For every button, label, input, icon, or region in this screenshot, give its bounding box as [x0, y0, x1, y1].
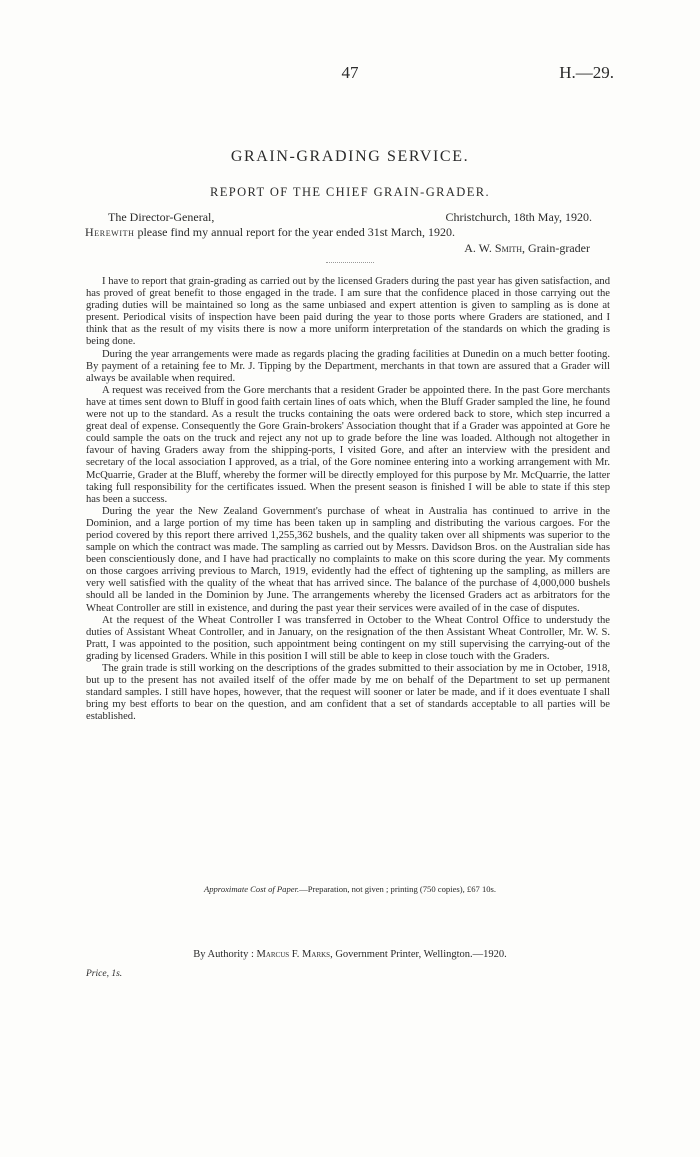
paragraph: At the request of the Wheat Controller I was transferred in October to the Wheat Control Office to understudy the duties of Assistant Wheat Controller, and in January, on the resignation of the then Assistant Wheat Controller, Mr. W. S. Pratt, I was appointed to the position, such appointment being contingent on my still supervising the carrying-out of the grading by licensed Graders. While in this position I will still be able to keep in close touch with the Graders.: [86, 614, 610, 662]
paragraph: The grain trade is still working on the descriptions of the grades submitted to their association by me in October, 1918, but up to the present has not availed itself of the offer made by me on behalf of the Department to set up permanent standard samples. I still have hopes, however, that the request will sooner or later be made, and if it does eventuate I shall bring my best efforts to bear on the question, and am confident that a set of standards acceptable to all parties will be established.: [86, 663, 610, 723]
cost-note: [0, 884, 700, 894]
cost-details: —Preparation, not given ; printing (750 copies), £67 10s.: [299, 884, 497, 894]
letter-body: [85, 225, 592, 240]
price-note: Price, 1s.: [86, 969, 123, 979]
document-reference: H.—29.: [559, 63, 614, 82]
letter-addressee: The Director-General,: [108, 210, 215, 224]
printer-location: , Government Printer, Wellington.—1920.: [330, 949, 507, 960]
signature-name: A. W. Smith: [464, 241, 523, 255]
letter-date: Christchurch, 18th May, 1920.: [445, 210, 592, 224]
page-number: 47: [341, 63, 359, 82]
paragraph: A request was received from the Gore merchants that a resident Grader be appointed there. In the past Gore merchants have at times sent down to Bluff in good faith certain lines of oats which, when the Bluff Grader sampled the line, he found were not up to the standard. As a result the trucks containing the oats were ordered back to store, which step incurred a great deal of expense. Consequently the Gore Grain-brokers' Association thought that if a Grader was appointed at Gore he could sample the oats on the truck and reject any not up to grade before the line was loaded. Although not altogether in favour of having Graders away from the shipping-ports, I visited Gore, and after an interview with the president and secretary of the local association I approved, as a trial, of the Gore nominee entering into a working arrangement with Mr. McQuarrie, Grader at the Bluff, whereby the former will be directly employed for this purpose by Mr. McQuarrie, the latter taking full responsibility for the certificates issued. When the present season is finished I will be able to state if this step has been a success.: [86, 384, 610, 505]
letter-lead-word: Herewith: [85, 225, 135, 239]
report-body: [86, 276, 610, 723]
letter-signature: [464, 241, 590, 256]
printer-name: Marcus F. Marks: [256, 949, 331, 960]
printer-imprint: [0, 949, 700, 960]
paragraph: During the year arrangements were made as regards placing the grading facilities at Dunedin on a much better footing. By payment of a retaining fee to Mr. J. Tipping by the Department, merchants in that town are assured that a Grader will always be available when required.: [86, 348, 610, 384]
section-divider: [326, 262, 374, 263]
paragraph: I have to report that grain-grading as carried out by the licensed Graders during the past year has given satisfaction, and has proved of great benefit to those engaged in the trade. I am sure that the confidence placed in those carrying out the grading duties will be maintained so long as the same unbiased and expert attention is given to sampling as is done at present. Periodical visits of inspection have been paid during the year to those ports where Graders are stationed, and I think that as the result of my visits there is now a more uniform interpretation of the standards on which the grading is being done.: [86, 276, 610, 348]
paragraph: During the year the New Zealand Government's purchase of wheat in Australia has continued to arrive in the Dominion, and a large portion of my time has been taken up in sampling and distributing the various cargoes. For the period covered by this report there arrived 1,255,362 bushels, and the quality taken over all shipments was superior to the sample on which the contract was made. The sampling as carried out by Messrs. Davidson Bros. on the Australian side has been conscientiously done, and I have had practically no complaints to make on this score during the year. My comments on those cargoes arriving previous to March, 1919, evidently had the effect of tightening up the sampling, as millers are very well satisfied with the quality of the wheat that has arrived since. The balance of the purchase of 4,000,000 bushels should all be landed in the Dominion by June. The arrangements whereby the licensed Graders act as arbitrators for the Wheat Controller are still in existence, and during the past year their services were availed of in the case of disputes.: [86, 505, 610, 614]
report-title: REPORT OF THE CHIEF GRAIN-GRADER.: [209, 185, 491, 199]
authority-lead: By Authority :: [193, 949, 257, 960]
signature-role: , Grain-grader: [522, 241, 590, 255]
cost-label: Approximate Cost of Paper.: [203, 884, 300, 894]
letter-sentence: please find my annual report for the year ended 31st March, 1920.: [134, 225, 456, 239]
section-title: GRAIN-GRADING SERVICE.: [230, 148, 470, 165]
